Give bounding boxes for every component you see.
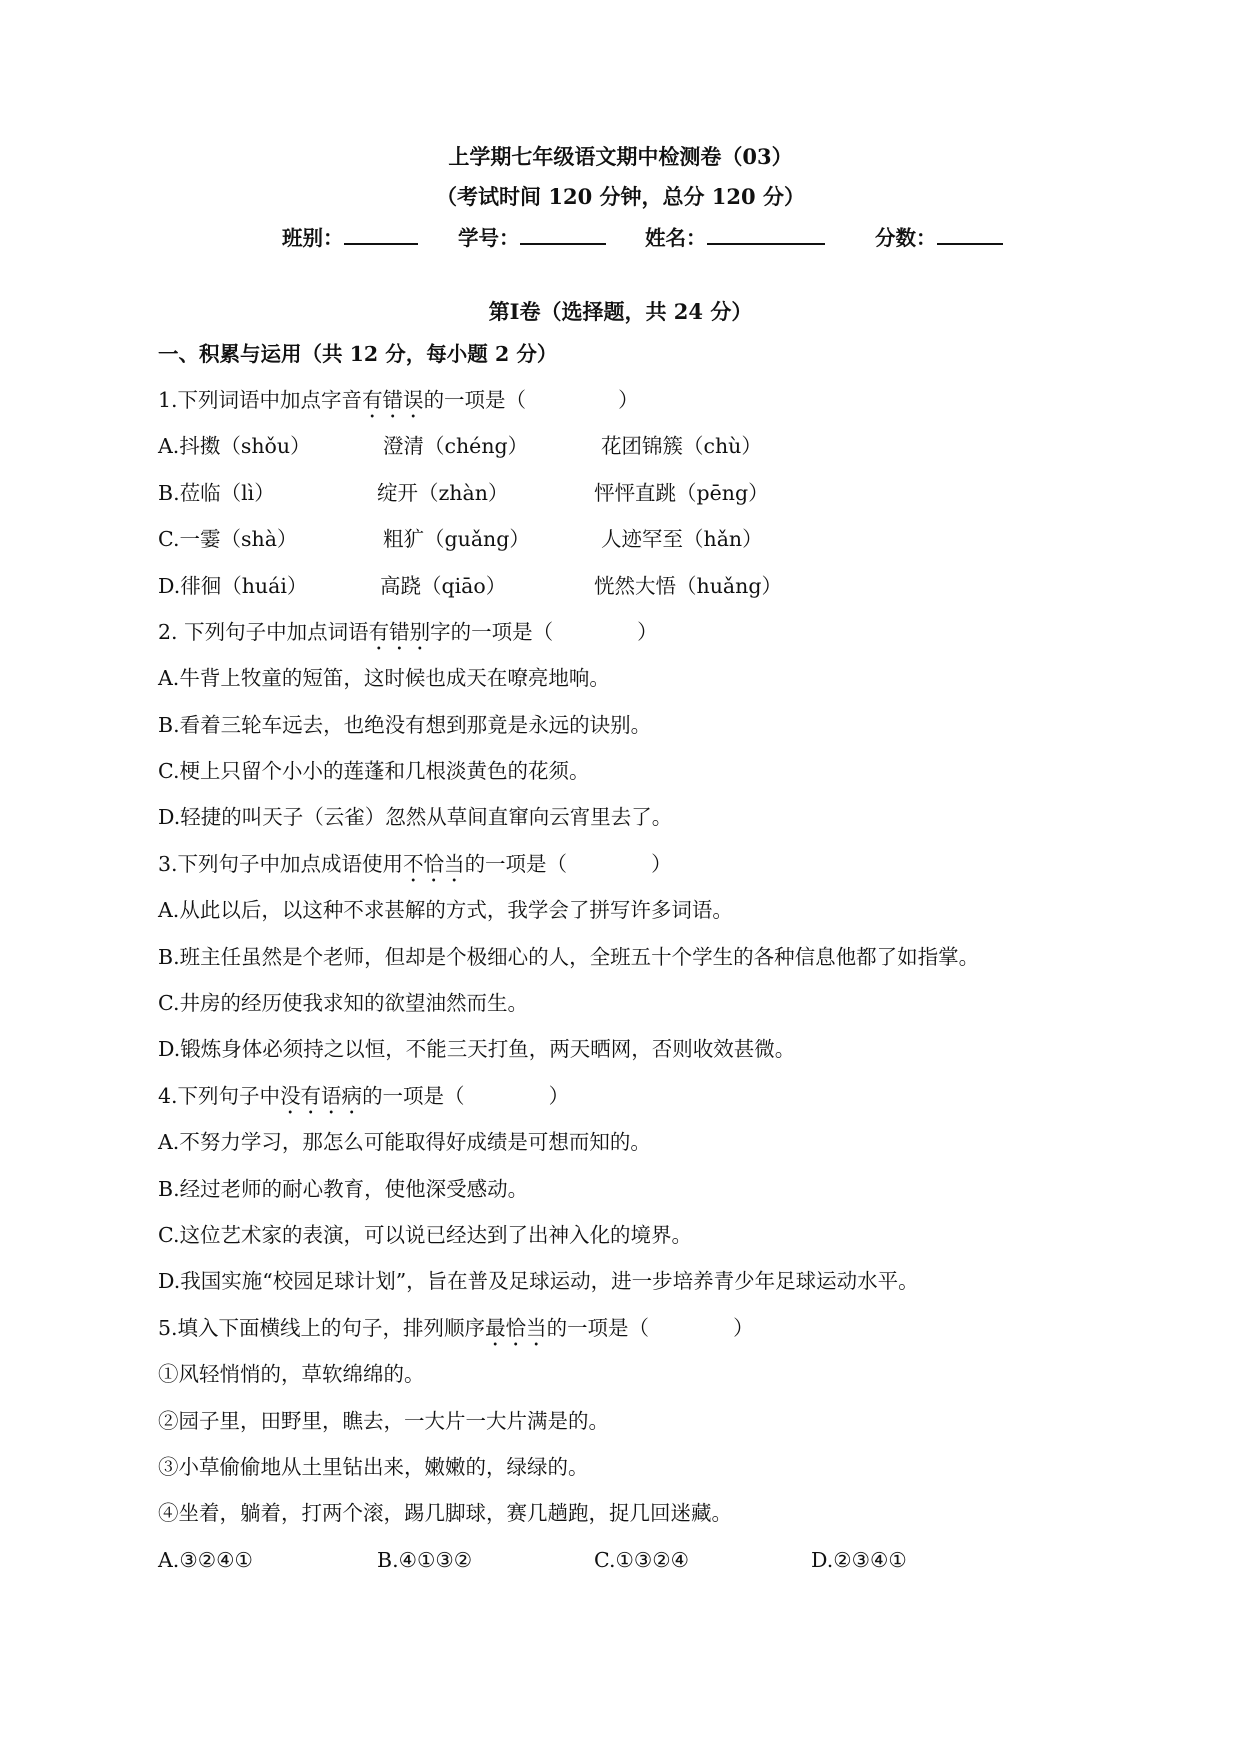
score-label: 分数： (875, 226, 937, 250)
q3-option-c: C.井房的经历使我求知的欲望油然而生。 (158, 991, 528, 1015)
q4-stem-emphasis: 没有语病 (280, 1084, 363, 1108)
q2-stem-pre: 2. 下列句子中加点词语 (158, 620, 369, 644)
q1-option-d-3: 恍然大悟（huǎng） (594, 574, 782, 598)
name-field (645, 222, 825, 254)
q4-stem-pre: 4.下列句子中 (158, 1084, 281, 1108)
q2-stem-post: 字的一项是（ (430, 620, 554, 644)
q1-stem-post: 的一项是（ (423, 388, 527, 412)
q1-option-d-2: 高跷（qiāo） (380, 574, 507, 598)
q5-stem-emphasis: 最恰当 (485, 1316, 547, 1340)
q1-option-row-a (158, 430, 1091, 462)
q5-sentence-3: ③小草偷偷地从土里钻出来，嫩嫩的，绿绿的。 (158, 1455, 589, 1479)
q5-choice-a: A.③②④① (158, 1548, 253, 1572)
q5-stem-pre: 5.填入下面横线上的句子，排列顺序 (158, 1316, 486, 1340)
q3-option-b: B.班主任虽然是个老师，但却是个极细心的人，全班五十个学生的各种信息他都了如指掌。 (158, 945, 980, 969)
q1-option-c-2: 粗犷（guǎng） (383, 527, 530, 551)
q2-stem-emphasis: 有错别 (368, 620, 431, 644)
q2-option-a: A.牛背上牧童的短笛，这时候也成天在嘹亮地响。 (158, 666, 610, 690)
q3-stem-emphasis: 不恰当 (403, 852, 465, 876)
q5-stem-close: ） (733, 1316, 754, 1340)
class-blank[interactable] (344, 225, 418, 245)
question-1-stem (158, 384, 1091, 423)
q5-stem-post: 的一项是（ (546, 1316, 650, 1340)
volume-title: 第Ⅰ卷（选择题，共 24 分） (488, 299, 753, 324)
q1-stem-close: ） (618, 388, 639, 412)
student-number-label: 学号： (458, 226, 520, 250)
q3-stem-pre: 3.下列句子中加点成语使用 (158, 852, 404, 876)
q1-option-b-3: 怦怦直跳（pēng） (594, 481, 769, 505)
student-number-blank[interactable] (520, 225, 606, 245)
q5-sentence-4: ④坐着，躺着，打两个滚，踢几脚球，赛几趟跑，捉几回迷藏。 (158, 1501, 732, 1525)
section-title: 一、积累与运用（共 12 分，每小题 2 分） (158, 342, 558, 366)
q5-choice-row (158, 1544, 1091, 1576)
page-subtitle: （考试时间 120 分钟，总分 120 分） (436, 184, 805, 209)
q1-option-c-3: 人迹罕至（hǎn） (601, 527, 763, 551)
q5-choice-c: C.①③②④ (594, 1548, 689, 1572)
q4-option-a: A.不努力学习，那怎么可能取得好成绩是可想而知的。 (158, 1130, 651, 1154)
q2-stem-close: ） (637, 620, 658, 644)
student-number-field (458, 222, 606, 254)
q2-option-b: B.看着三轮车远去，也绝没有想到那竟是永远的诀别。 (158, 713, 652, 737)
question-3-stem (158, 848, 1091, 887)
class-label: 班别： (282, 226, 344, 250)
question-5-stem (158, 1312, 1091, 1351)
q3-stem-close: ） (651, 852, 672, 876)
q1-option-b-1: B.莅临（lì） (158, 481, 275, 505)
class-field (282, 222, 418, 254)
q1-stem-emphasis: 有错误 (362, 388, 424, 412)
q1-option-row-d (158, 570, 1091, 602)
q1-option-a-1: A.抖擞（shǒu） (158, 434, 311, 458)
q2-option-d: D.轻捷的叫天子（云雀）忽然从草间直窜向云宵里去了。 (158, 805, 673, 829)
q2-option-c: C.梗上只留个小小的莲蓬和几根淡黄色的花须。 (158, 759, 590, 783)
q1-option-b-2: 绽开（zhàn） (377, 481, 509, 505)
q1-option-row-c (158, 523, 1091, 555)
page-title: 上学期七年级语文期中检测卷（03） (448, 144, 793, 169)
q4-option-d: D.我国实施“校园足球计划”，旨在普及足球运动，进一步培养青少年足球运动水平。 (158, 1269, 919, 1293)
question-4-stem (158, 1080, 1091, 1119)
q4-stem-close: ） (548, 1084, 570, 1108)
student-info-row (0, 222, 1241, 254)
q4-option-c: C.这位艺术家的表演，可以说已经达到了出神入化的境界。 (158, 1223, 692, 1247)
q5-choice-b: B.④①③② (377, 1548, 473, 1572)
q4-option-b: B.经过老师的耐心教育，使他深受感动。 (158, 1177, 529, 1201)
q1-option-d-1: D.徘徊（huái） (158, 574, 308, 598)
q5-choice-d: D.②③④① (811, 1548, 907, 1572)
q3-option-d: D.锻炼身体必须持之以恒，不能三天打鱼，两天晒网，否则收效甚微。 (158, 1037, 796, 1061)
score-blank[interactable] (937, 225, 1003, 245)
q1-option-a-2: 澄清（chéng） (383, 434, 529, 458)
q3-stem-post: 的一项是（ (464, 852, 568, 876)
q4-stem-post: 的一项是（ (362, 1084, 465, 1108)
name-blank[interactable] (707, 225, 825, 245)
q1-option-c-1: C.一霎（shà） (158, 527, 298, 551)
score-field (875, 222, 1003, 254)
q1-option-row-b (158, 477, 1091, 509)
q5-sentence-1: ①风轻悄悄的，草软绵绵的。 (158, 1362, 425, 1386)
q5-sentence-2: ②园子里，田野里，瞧去，一大片一大片满是的。 (158, 1409, 609, 1433)
q1-option-a-3: 花团锦簇（chù） (601, 434, 762, 458)
name-label: 姓名： (645, 226, 707, 250)
q3-option-a: A.从此以后，以这种不求甚解的方式，我学会了拼写许多词语。 (158, 898, 733, 922)
q1-stem-pre: 1.下列词语中加点字音 (158, 388, 363, 412)
question-2-stem (158, 616, 1091, 655)
